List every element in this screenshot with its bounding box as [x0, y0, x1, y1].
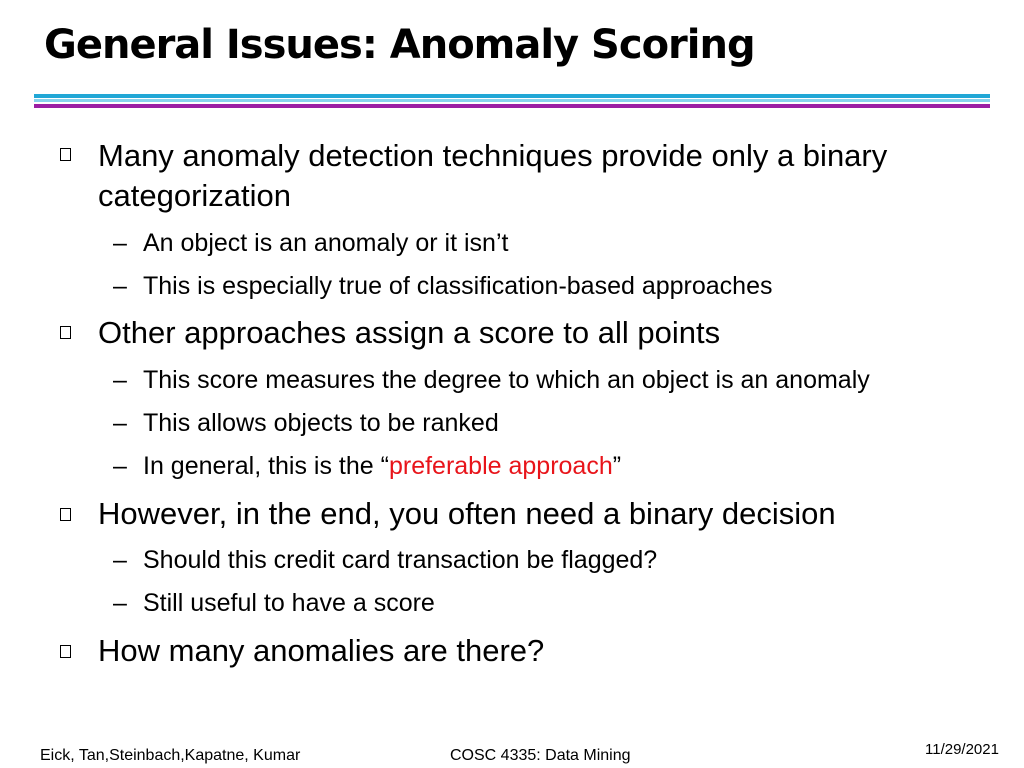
bullet-2: Other approaches assign a score to all points: [98, 315, 721, 350]
footer-date: 11/29/2021: [925, 741, 999, 758]
bullet-box-icon: [60, 508, 71, 521]
bullet-box-icon: [60, 645, 71, 658]
dash-icon: –: [113, 272, 127, 300]
bullet-box-icon: [60, 326, 71, 339]
dash-icon: –: [113, 546, 127, 574]
dash-icon: –: [113, 589, 127, 617]
dash-icon: –: [113, 452, 127, 480]
sub-bullet-1-1: An object is an anomaly or it isn’t: [143, 229, 509, 257]
dash-icon: –: [113, 366, 127, 394]
bullet-3: However, in the end, you often need a binary decision: [98, 496, 836, 531]
bullet-4: How many anomalies are there?: [98, 633, 545, 668]
sub-bullet-3-1: Should this credit card transaction be flagged?: [143, 546, 658, 574]
quote-prefix: In general, this is the “: [143, 452, 389, 480]
quote-suffix: ”: [612, 452, 622, 480]
sub-bullet-1-2: This is especially true of classification-based approaches: [143, 272, 773, 300]
bullet-1: Many anomaly detection techniques provide only a binary categorization: [98, 138, 888, 213]
sub-bullet-3-2: Still useful to have a score: [143, 589, 435, 617]
footer-course: COSC 4335: Data Mining: [450, 747, 631, 764]
sub-bullet-2-3: [143, 451, 621, 481]
dash-icon: –: [113, 229, 127, 257]
highlighted-phrase: preferable approach: [388, 452, 613, 480]
bullet-box-icon: [60, 148, 71, 161]
dash-icon: –: [113, 409, 127, 437]
slide-title: General Issues: Anomaly Scoring: [44, 22, 755, 68]
sub-bullet-2-2: This allows objects to be ranked: [143, 409, 499, 437]
sub-bullet-2-1: This score measures the degree to which an object is an anomaly: [143, 366, 870, 394]
footer-authors: Eick, Tan,Steinbach,Kapatne, Kumar: [40, 747, 301, 764]
